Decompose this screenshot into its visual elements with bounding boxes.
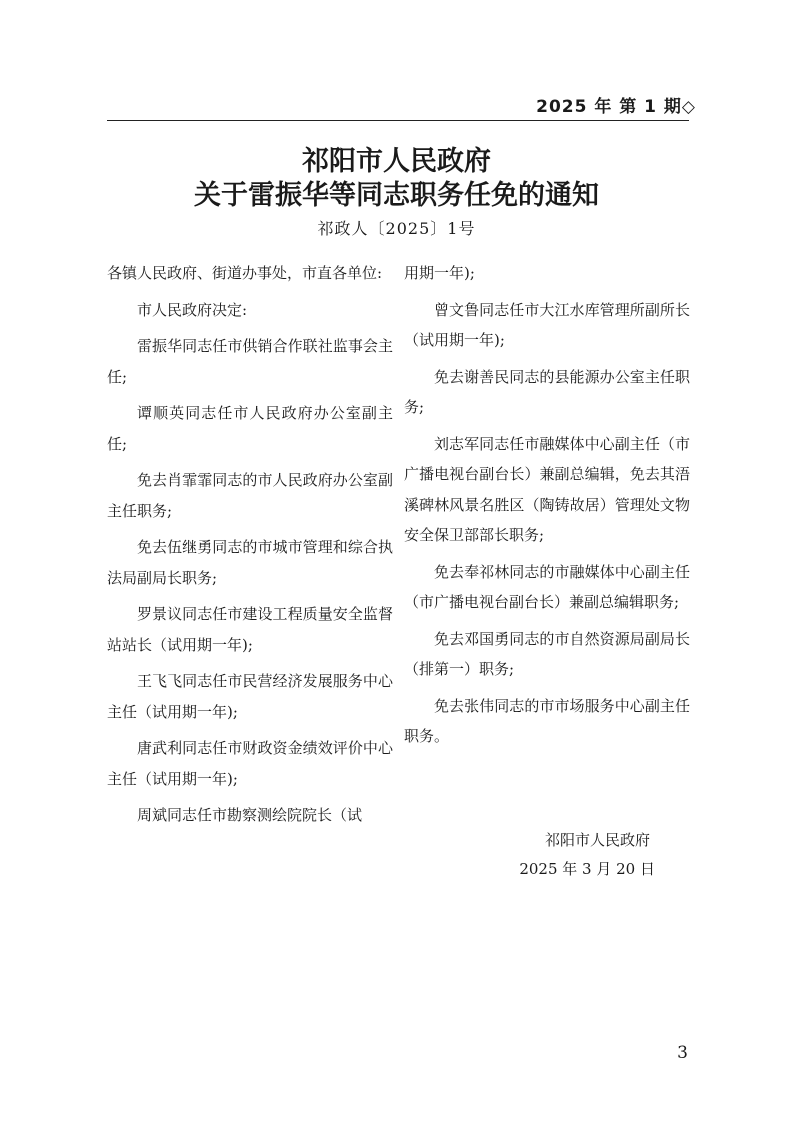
paragraph: 免去邓国勇同志的市自然资源局副局长（排第一）职务; (404, 629, 690, 678)
right-column (404, 258, 690, 758)
page-number: 3 (677, 1043, 688, 1063)
paragraph: 周斌同志任市勘察测绘院院长（试 (137, 806, 363, 824)
issue-header: 2025 年 第 1 期◇ (536, 97, 696, 117)
signature-org: 祁阳市人民政府 (544, 831, 650, 849)
paragraph: 罗景议同志任市建设工程质量安全监督站站长（试用期一年); (107, 605, 393, 654)
paragraph: 刘志军同志任市融媒体中心副主任（市广播电视台副台长）兼副总编辑，免去其浯溪碑林风景名胜区（陶铸故居）管理处文物安全保卫部部长职务; (404, 434, 690, 544)
doc-title-line1: 祁阳市人民政府 (302, 146, 491, 177)
paragraph: 免去张伟同志的市市场服务中心副主任职务。 (404, 696, 690, 745)
paragraph: 谭顺英同志任市人民政府办公室副主任; (107, 404, 393, 453)
header-rule (107, 120, 689, 121)
paragraph: 免去谢善民同志的县能源办公室主任职务; (404, 367, 690, 416)
paragraph: 免去伍继勇同志的市城市管理和综合执法局副局长职务; (107, 538, 393, 587)
paragraph: 曾文鲁同志任市大江水库管理所副所长（试用期一年); (404, 300, 690, 349)
signature-date: 2025 年 3 月 20 日 (519, 860, 655, 878)
paragraph: 雷振华同志任市供销合作联社监事会主任; (107, 337, 393, 386)
paragraph: 王飞飞同志任市民营经济发展服务中心主任（试用期一年); (107, 672, 393, 721)
salutation: 各镇人民政府、街道办事处，市直各单位: (107, 264, 383, 282)
paragraph: 唐武利同志任市财政资金绩效评价中心主任（试用期一年); (107, 739, 393, 788)
paragraph: 免去奉祁林同志的市融媒体中心副主任（市广播电视台副台长）兼副总编辑职务; (404, 562, 690, 611)
paragraph: 市人民政府决定: (137, 300, 248, 319)
doc-number: 祁政人〔2025〕1号 (317, 219, 476, 238)
paragraph-continuation: 用期一年); (404, 264, 475, 282)
paragraph: 免去肖霏霏同志的市人民政府办公室副主任职务; (107, 471, 393, 520)
left-column (107, 258, 393, 837)
doc-title-line2: 关于雷振华等同志职务任免的通知 (194, 180, 599, 211)
